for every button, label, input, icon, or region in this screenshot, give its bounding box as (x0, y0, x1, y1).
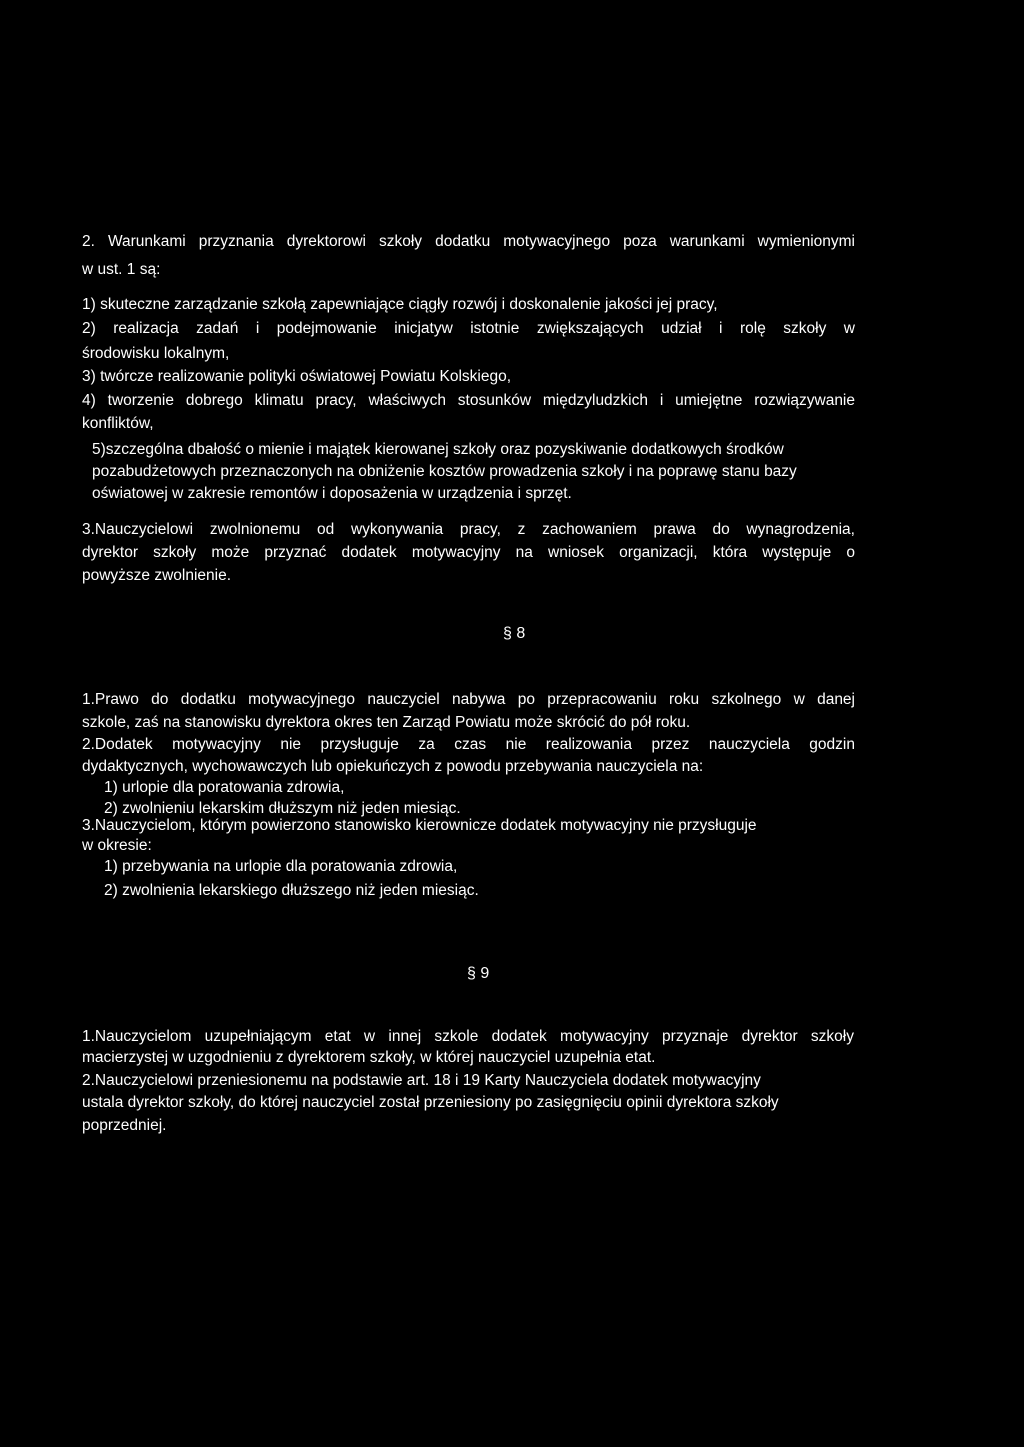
paragraph-3-line-3: powyższe zwolnienie. (82, 567, 232, 584)
paragraph-2-line-2: w ust. 1 są: (82, 261, 161, 278)
list-item-5-line-3: oświatowej w zakresie remontów i doposażenia w urządzenia i sprzęt. (92, 485, 572, 502)
paragraph-3-line-1: 3.Nauczycielowi zwolnionemu od wykonywania pracy, z zachowaniem prawa do wynagrodzenia, (82, 521, 855, 538)
s9-paragraph-2-line-2: ustala dyrektor szkoły, do której nauczyciel został przeniesiony po zasięgnięciu opinii dyrektora szkoły (82, 1094, 779, 1111)
section-9-heading: § 9 (467, 965, 490, 982)
s9-paragraph-2-line-1: 2.Nauczycielowi przeniesionemu na podstawie art. 18 i 19 Karty Nauczyciela dodatek motywacyjny (82, 1072, 761, 1089)
list-item-2-line-1: 2) realizacja zadań i podejmowanie inicjatyw istotnie zwiększających udział i rolę szkoły w (82, 320, 855, 337)
s8-paragraph-3-line-2: w okresie: (82, 837, 152, 854)
s8-paragraph-2-item-1: 1) urlopie dla poratowania zdrowia, (104, 779, 345, 796)
s8-paragraph-3-item-1: 1) przebywania na urlopie dla poratowania zdrowia, (104, 858, 458, 875)
s9-paragraph-2-line-3: poprzedniej. (82, 1117, 167, 1134)
list-item-4-line-1: 4) tworzenie dobrego klimatu pracy, właściwych stosunków międzyludzkich i umiejętne rozwiązywanie (82, 392, 855, 409)
s9-paragraph-1-line-1: 1.Nauczycielom uzupełniającym etat w innej szkole dodatek motywacyjny przyznaje dyrektor szkoły (82, 1028, 854, 1045)
s8-paragraph-2-line-1: 2.Dodatek motywacyjny nie przysługuje za czas nie realizowania przez nauczyciela godzin (82, 736, 855, 753)
s8-paragraph-1-line-2: szkole, zaś na stanowisku dyrektora okres ten Zarząd Powiatu może skrócić do pół roku. (82, 714, 691, 731)
s8-paragraph-2-item-2: 2) zwolnieniu lekarskim dłuższym niż jeden miesiąc. (104, 800, 461, 817)
section-8-heading: § 8 (503, 625, 526, 642)
list-item-3: 3) twórcze realizowanie polityki oświatowej Powiatu Kolskiego, (82, 368, 512, 385)
s8-paragraph-2-line-2: dydaktycznych, wychowawczych lub opiekuńczych z powodu przebywania nauczyciela na: (82, 758, 704, 775)
list-item-5-line-2: pozabudżetowych przeznaczonych na obniżenie kosztów prowadzenia szkoły i na poprawę stanu bazy (92, 463, 797, 480)
list-item-1: 1) skuteczne zarządzanie szkołą zapewniające ciągły rozwój i doskonalenie jakości jej pracy, (82, 296, 718, 313)
s8-paragraph-3-line-1: 3.Nauczycielom, którym powierzono stanowisko kierownicze dodatek motywacyjny nie przysługuje (82, 817, 757, 834)
paragraph-3-line-2: dyrektor szkoły może przyznać dodatek motywacyjny na wniosek organizacji, która występuje o (82, 544, 855, 561)
s9-paragraph-1-line-2: macierzystej w uzgodnieniu z dyrektorem szkoły, w której nauczyciel uzupełnia etat. (82, 1049, 656, 1066)
paragraph-2-line-1: 2. Warunkami przyznania dyrektorowi szkoły dodatku motywacyjnego poza warunkami wymienionymi (82, 233, 855, 250)
s8-paragraph-1-line-1: 1.Prawo do dodatku motywacyjnego nauczyciel nabywa po przepracowaniu roku szkolnego w danej (82, 691, 855, 708)
list-item-5-line-1: 5)szczególna dbałość o mienie i majątek kierowanej szkoły oraz pozyskiwanie dodatkowych środków (92, 441, 784, 458)
s8-paragraph-3-item-2: 2) zwolnienia lekarskiego dłuższego niż jeden miesiąc. (104, 882, 479, 899)
list-item-2-line-2: środowisku lokalnym, (82, 345, 230, 362)
list-item-4-line-2: konfliktów, (82, 415, 154, 432)
